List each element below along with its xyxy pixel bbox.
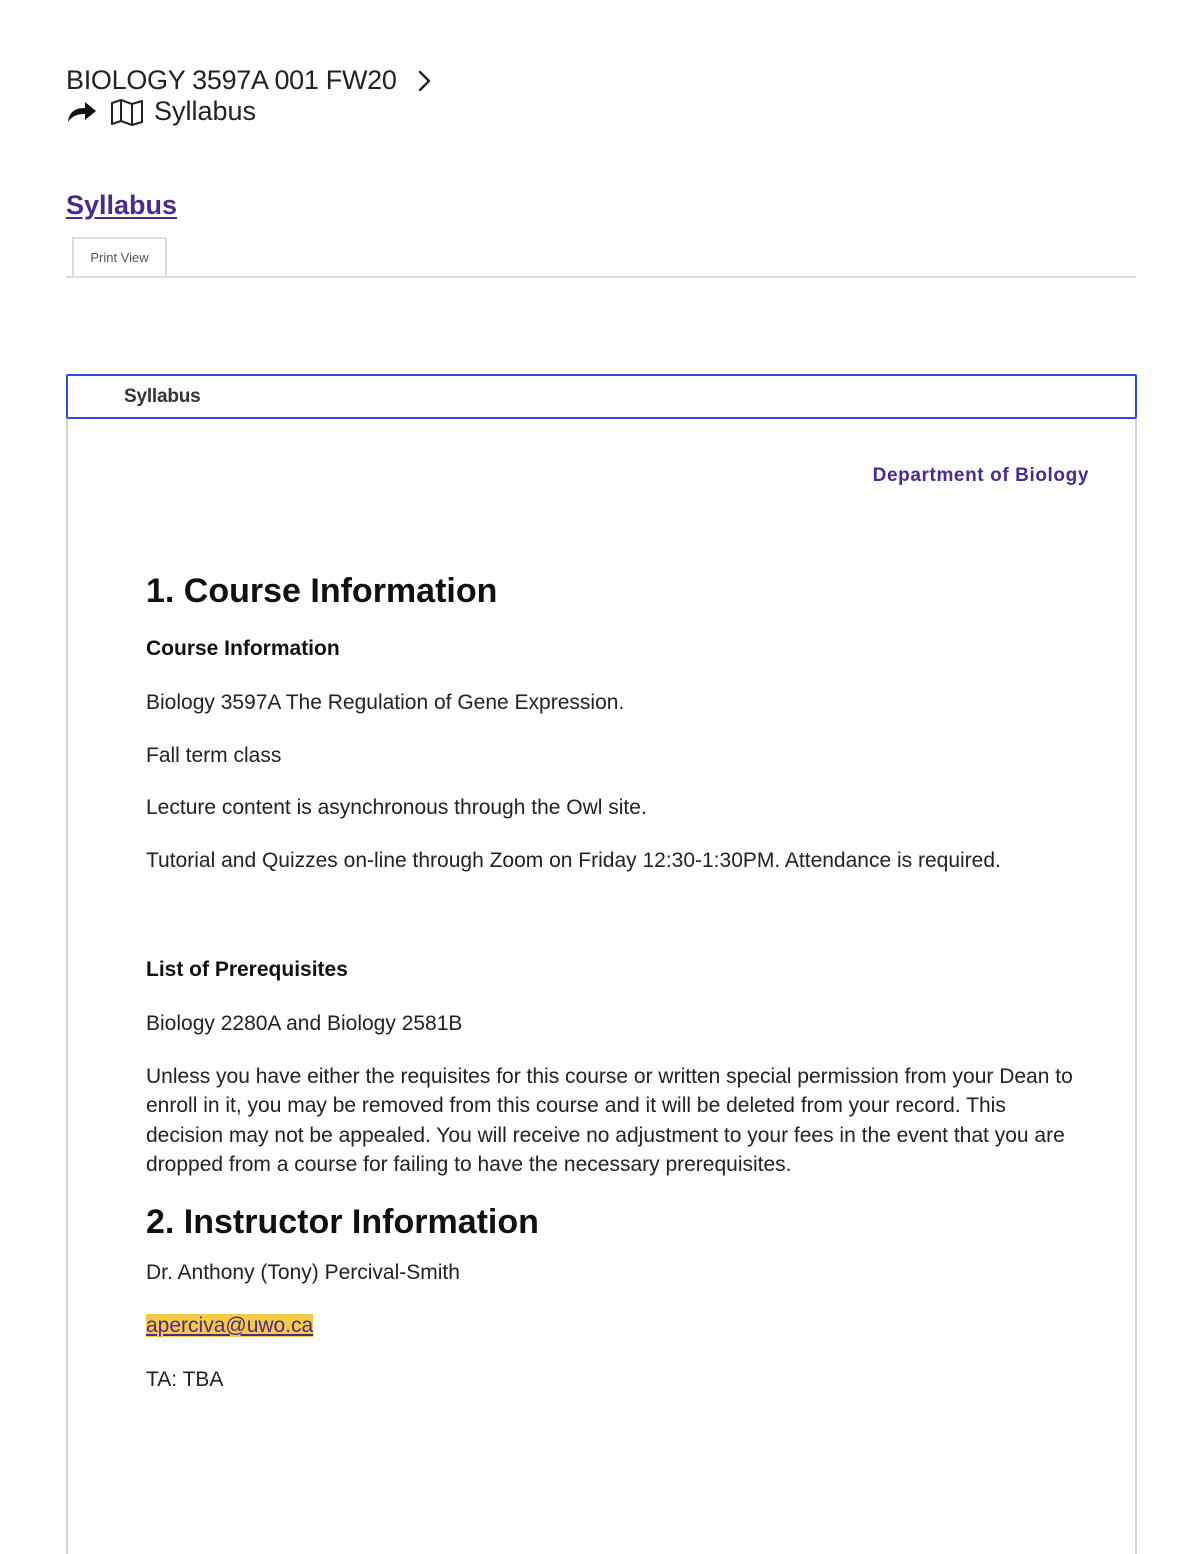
chevron-right-icon [415,69,435,93]
tool-nav-divider [66,276,1136,278]
breadcrumb-course-link[interactable]: BIOLOGY 3597A 001 FW20 [66,65,397,95]
syllabus-content [146,571,1086,1394]
instructor-name: Dr. Anthony (Tony) Percival-Smith [146,1260,460,1284]
course-info-line: Biology 3597A The Regulation of Gene Expression. [146,691,625,714]
course-info-line: Lecture content is asynchronous through the Owl site. [146,796,647,819]
section-heading-instructor: 2. Instructor Information [146,1202,539,1241]
course-info-line: Fall term class [146,743,282,767]
prerequisites-line: Biology 2280A and Biology 2581B [146,1012,463,1035]
syllabus-panel [66,374,1137,1554]
subheading-course-info: Course Information [146,637,340,660]
prerequisites-policy: Unless you have either the requisites for this course or written special permission from your Dean to enroll in it, you may be removed from this course and it will be deleted from your record. This decision may not be appealed. You will receive no adjustment to your fees in the event that you are dropped from a course for failing to have the necessary prerequisites. [146,1064,1073,1176]
print-view-button[interactable]: Print View [72,237,167,276]
course-info-line: Tutorial and Quizzes on-line through Zoom on Friday 12:30-1:30PM. Attendance is required. [146,848,1001,872]
share-arrow-icon [66,99,100,125]
map-icon [110,98,146,126]
breadcrumb [66,64,435,128]
ta-info: TA: TBA [146,1367,224,1391]
department-label: Department of Biology [872,465,1089,486]
panel-body [66,419,1137,1554]
tool-title-link[interactable]: Syllabus [66,190,178,220]
breadcrumb-current: Syllabus [154,96,257,126]
instructor-email-link[interactable]: aperciva@uwo.ca [146,1314,314,1337]
section-heading-course-info: 1. Course Information [146,572,498,610]
panel-header[interactable]: Syllabus [66,374,1137,419]
subheading-prerequisites: List of Prerequisites [146,958,348,981]
